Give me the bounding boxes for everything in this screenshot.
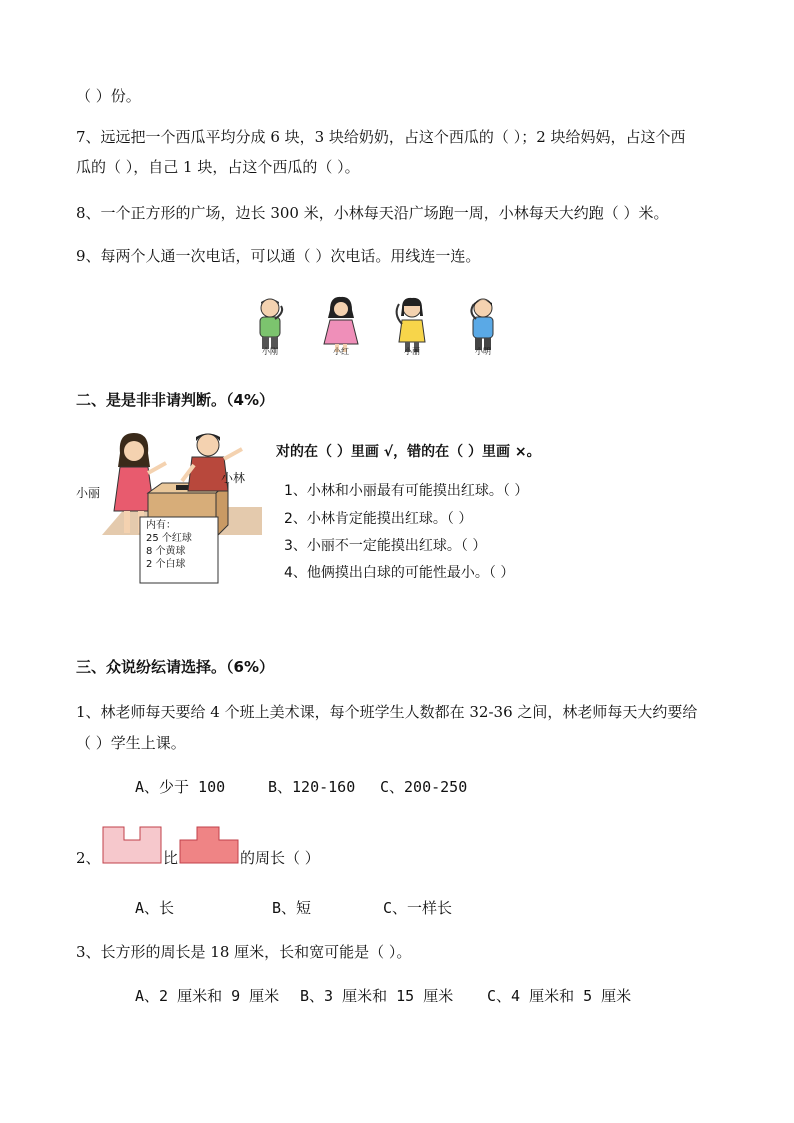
s3-q2-mid: 比 <box>163 849 179 867</box>
s3-q1-option-c: C、200-250 <box>380 778 468 796</box>
kid-name: 小明 <box>475 347 491 356</box>
box-contents-line: 2 个白球 <box>146 559 186 570</box>
section3-title: 三、众说纷纭请选择。（6%） <box>76 658 274 676</box>
s3-q1-line1: 1、林老师每天要给 4 个班上美术课，每个班学生人数都在 32-36 之间，林老师每天大约要给 <box>76 703 698 721</box>
judge-item: 1、小林和小丽最有可能摸出红球。（ ） <box>284 483 529 499</box>
box-contents-line: 25 个红球 <box>146 533 192 544</box>
q9: 9、每两个人通一次电话，可以通（ ）次电话。用线连一连。 <box>76 247 481 265</box>
s3-q1-line2: （ ）学生上课。 <box>76 734 186 752</box>
kid-name: 小红 <box>333 347 349 356</box>
s3-q3: 3、长方形的周长是 18 厘米，长和宽可能是（ ）。 <box>76 943 412 961</box>
judge-instruction: 对的在（ ）里画 √，错的在（ ）里画 ×。 <box>276 444 541 460</box>
s3-q2-suffix: 的周长（ ） <box>240 849 320 867</box>
s3-q2-prefix: 2、 <box>76 849 101 867</box>
shape-notched-rectangle <box>102 826 162 864</box>
q7-line1: 7、远远把一个西瓜平均分成 6 块，3 块给奶奶，占这个西瓜的（ ）；2 块给妈妈，占这个西 <box>76 128 686 146</box>
s3-q2-option-b: B、短 <box>272 899 312 917</box>
q7-line2: 瓜的（ ），自己 1 块，占这个西瓜的（ ）。 <box>76 158 360 176</box>
kid-name: 小丽 <box>404 347 420 356</box>
boy-label: 小林 <box>221 471 246 485</box>
s3-q3-option-b: B、3 厘米和 15 厘米 <box>300 987 454 1005</box>
s3-q3-option-c: C、4 厘米和 5 厘米 <box>487 987 632 1005</box>
shape-raised-rectangle <box>179 826 239 864</box>
box-contents-line: 内有： <box>146 520 176 531</box>
q8: 8、一个正方形的广场，边长 300 米，小林每天沿广场跑一周，小林每天大约跑（ ）米。 <box>76 204 669 222</box>
box-contents-line: 8 个黄球 <box>146 546 186 557</box>
s3-q3-option-a: A、2 厘米和 9 厘米 <box>135 987 280 1005</box>
s3-q2-option-a: A、长 <box>135 899 175 917</box>
girl-label: 小丽 <box>76 486 101 500</box>
judge-item: 2、小林肯定能摸出红球。（ ） <box>284 511 473 527</box>
q6-tail: （ ）份。 <box>76 87 141 105</box>
kid-name: 小刚 <box>262 347 278 356</box>
judge-item: 4、他俩摸出白球的可能性最小。（ ） <box>284 565 515 581</box>
s3-q1-option-b: B、120-160 <box>268 778 356 796</box>
s3-q2-option-c: C、一样长 <box>383 899 453 917</box>
section2-title: 二、是是非非请判断。（4%） <box>76 391 274 409</box>
judge-item: 3、小丽不一定能摸出红球。（ ） <box>284 538 487 554</box>
box-contents <box>146 519 192 571</box>
s3-q1-option-a: A、少于 100 <box>135 778 226 796</box>
